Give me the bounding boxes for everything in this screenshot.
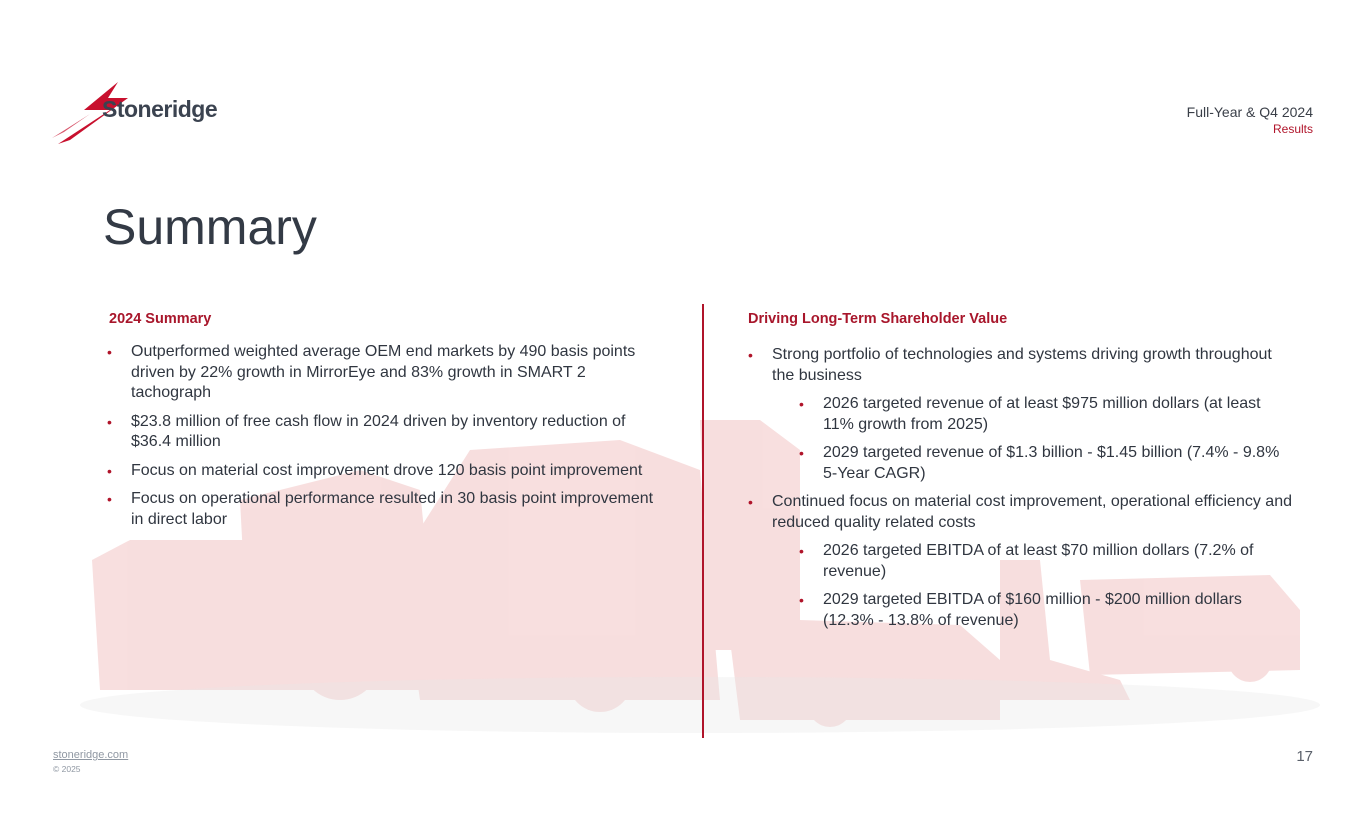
page-number: 17	[1296, 748, 1313, 765]
bullet-icon: •	[799, 396, 804, 412]
list-item-text: 2029 targeted EBITDA of $160 million - $200 million dollars (12.3% - 13.8% of revenue)	[823, 591, 1242, 629]
list-item	[107, 489, 666, 530]
bullet-icon: •	[107, 491, 112, 507]
list-item-text: Focus on operational performance resulted in 30 basis point improvement in direct labor	[131, 490, 654, 528]
sub-list-item	[799, 590, 1292, 631]
logo-wordmark: Stoneridge	[102, 96, 218, 122]
sub-list-item	[799, 541, 1292, 582]
list-item-text: Focus on material cost improvement drove 120 basis point improvement	[131, 461, 643, 479]
list-item	[748, 492, 1292, 533]
bullet-icon: •	[799, 543, 804, 559]
sub-list-item	[799, 394, 1292, 435]
list-item	[107, 412, 666, 453]
column-divider	[702, 304, 704, 738]
list-item-text: 2026 targeted revenue of at least $975 million dollars (at least 11% growth from 2025)	[823, 395, 1261, 433]
report-label	[1187, 104, 1313, 136]
bullet-icon: •	[748, 347, 753, 363]
bullet-icon: •	[799, 592, 804, 608]
list-item-text: 2029 targeted revenue of $1.3 billion - $1.45 billion (7.4% - 9.8% 5-Year CAGR)	[823, 444, 1280, 482]
bullet-icon: •	[748, 494, 753, 510]
list-item-text: Strong portfolio of technologies and systems driving growth throughout the business	[772, 346, 1272, 384]
list-item-text: Continued focus on material cost improvement, operational efficiency and reduced quality related costs	[772, 493, 1292, 531]
left-heading: 2024 Summary	[109, 311, 212, 327]
bullet-icon: •	[799, 445, 804, 461]
website-link[interactable]: stoneridge.com	[53, 749, 129, 761]
copyright: © 2025	[53, 764, 81, 774]
left-column	[107, 342, 666, 538]
right-heading: Driving Long-Term Shareholder Value	[748, 311, 1008, 327]
bullet-icon: •	[107, 413, 112, 430]
list-item	[107, 342, 666, 404]
report-period: Full-Year & Q4 2024	[1186, 104, 1313, 120]
right-column	[748, 345, 1292, 639]
bullet-icon: •	[107, 462, 112, 479]
page-title: Summary	[103, 199, 317, 255]
list-item-text: $23.8 million of free cash flow in 2024 driven by inventory reduction of $36.4 million	[131, 412, 626, 450]
list-item-text: 2026 targeted EBITDA of at least $70 million dollars (7.2% of revenue)	[823, 542, 1254, 580]
list-item	[748, 345, 1292, 386]
sub-list-item	[799, 443, 1292, 484]
list-item-text: Outperformed weighted average OEM end markets by 490 basis points driven by 22% growth in MirrorEye and 83% growth in SMART 2 tachograph	[131, 343, 636, 401]
report-type: Results	[1272, 122, 1313, 136]
list-item	[107, 461, 666, 482]
bullet-icon: •	[107, 344, 112, 360]
